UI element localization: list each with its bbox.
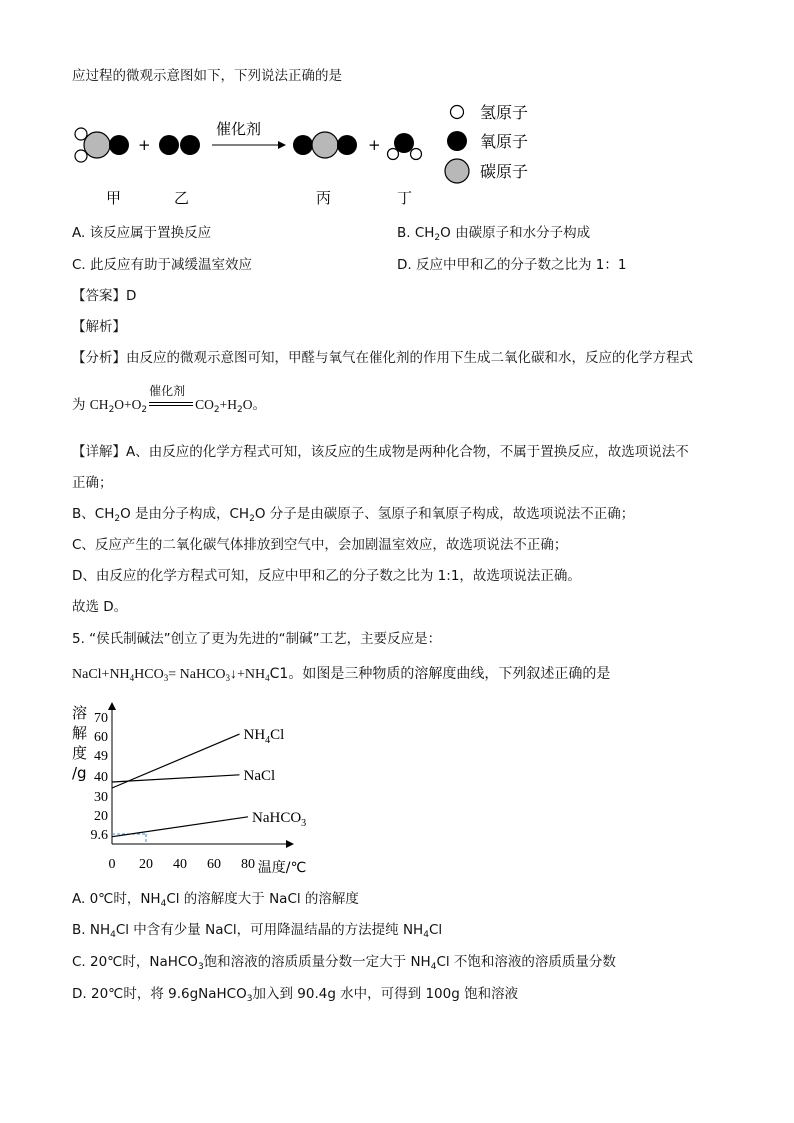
y-tick-label: 70: [94, 711, 108, 726]
y-tick-label: 49: [94, 749, 108, 764]
legend-hydrogen-icon: [451, 106, 464, 119]
detail-c-line: C、反应产生的二氧化碳气体排放到空气中，会加剧温室效应，故选项说法不正确；: [72, 537, 568, 553]
molecule-ding: [388, 133, 422, 160]
carbon-atom: [84, 132, 110, 158]
equation-condition: 催化剂: [149, 398, 193, 412]
equation-line: 为 $CH_2O+O_2$ 催化剂 $CO_2+H_2O$。: [72, 384, 267, 415]
label-bing: 丙: [316, 189, 332, 207]
hydrogen-atom: [411, 149, 422, 160]
plus-sign: +: [138, 136, 151, 154]
y-tick-label: 20: [94, 809, 108, 824]
legend-carbon-icon: [445, 159, 469, 183]
oxygen-atom: [180, 135, 200, 155]
x-tick-label: 40: [173, 857, 187, 872]
arrow-head: [278, 141, 286, 149]
hydrogen-atom: [388, 149, 399, 160]
legend-oxygen-label: 氧原子: [480, 132, 529, 151]
conclusion-line: 故选 D。: [72, 599, 128, 615]
carbon-atom: [312, 132, 338, 158]
q4-option-a[interactable]: A. 该反应属于置换反应: [72, 225, 212, 241]
legend-oxygen-icon: [447, 131, 467, 151]
y-axis-arrow: [108, 702, 116, 710]
y-tick-label: 9.6: [90, 828, 108, 843]
series-label-nacl: NaCl: [243, 767, 276, 784]
analysis-tag: 【解析】: [72, 319, 126, 335]
x-tick-label: 20: [139, 857, 153, 872]
legend-carbon-label: 碳原子: [480, 162, 529, 181]
series-label-nahco3: NaHCO$_3$: [252, 809, 307, 829]
y-axis-label: 度: [72, 744, 88, 762]
answer-line: 【答案】D: [72, 288, 137, 304]
x-axis-arrow: [286, 840, 294, 848]
label-jia: 甲: [106, 189, 122, 207]
q4-option-b[interactable]: B. $CH_2O$ 由碳原子和水分子构成: [397, 225, 591, 243]
y-tick-label: 40: [94, 770, 108, 785]
label-yi: 乙: [174, 189, 190, 207]
solubility-chart: [60, 698, 350, 878]
hydrogen-atom: [75, 128, 87, 140]
plus-sign: +: [368, 136, 381, 154]
molecule-yi: [159, 135, 200, 155]
hydrogen-atom: [75, 150, 87, 162]
detail-a-line2: 正确；: [72, 475, 113, 491]
catalyst-label: 催化剂: [216, 120, 262, 138]
q4-option-c[interactable]: C. 此反应有助于减缓温室效应: [72, 257, 253, 273]
q5-option-c[interactable]: C. 20℃时，NaHCO$_3$饱和溶液的溶质质量分数一定大于 $NH_4Cl$ 不饱和溶液的溶质质量分数: [72, 954, 616, 972]
x-tick-label: 60: [207, 857, 221, 872]
q5-reaction: $NaCl+NH_4HCO_3=$ $NaHCO_3↓+NH_4C1$。如图是三种物质的溶解度曲线，下列叙述正确的是: [72, 666, 611, 683]
oxygen-atom: [109, 135, 129, 155]
y-axis-label: 溶: [72, 704, 88, 722]
series-line-nh4cl: [112, 734, 240, 788]
q5-option-a[interactable]: A. 0℃时，$NH_4Cl$ 的溶解度大于 NaCl 的溶解度: [72, 891, 359, 909]
q5-option-b[interactable]: B. $NH_4Cl$ 中含有少量 NaCl，可用降温结晶的方法提纯 $NH_4Cl$: [72, 922, 443, 940]
q5-stem: 5. “侯氏制碱法”创立了更为先进的“制碱”工艺，主要反应是：: [72, 631, 442, 647]
q5-option-d[interactable]: D. 20℃时，将 9.6gNaHCO$_3$加入到 90.4g 水中，可得到 100g 饱和溶液: [72, 986, 519, 1004]
x-axis-label: 温度/℃: [257, 860, 307, 876]
x-tick-label: 80: [241, 857, 255, 872]
y-axis-label: 解: [72, 724, 88, 742]
series-line-nahco3: [112, 817, 248, 837]
y-tick-label: 60: [94, 730, 108, 745]
molecule-jia: [75, 128, 129, 162]
oxygen-atom: [159, 135, 179, 155]
legend-hydrogen-label: 氢原子: [480, 103, 529, 122]
fenxi-line: 【分析】由反应的微观示意图可知，甲醛与氧气在催化剂的作用下生成二氧化碳和水，反应的化学方程式: [72, 350, 693, 366]
detail-b-line: B、$CH_2O$ 是由分子构成，$CH_2O$ 分子是由碳原子、氢原子和氧原子构成，故选项说法不正确；: [72, 506, 635, 524]
y-axis-label: /g: [72, 764, 87, 782]
x-tick-label: 0: [108, 857, 116, 872]
q4-option-d[interactable]: D. 反应中甲和乙的分子数之比为 1：1: [397, 257, 627, 273]
label-ding: 丁: [397, 189, 413, 207]
reaction-diagram: [66, 98, 546, 210]
detail-d-line: D、由反应的化学方程式可知，反应中甲和乙的分子数之比为 1:1，故选项说法正确。: [72, 568, 581, 584]
molecule-bing: [293, 132, 357, 158]
series-line-nacl: [112, 775, 240, 782]
series-label-nh4cl: $NH_4Cl$: [243, 727, 285, 747]
oxygen-atom: [293, 135, 313, 155]
y-tick-label: 30: [94, 790, 108, 805]
detail-a-line1: 【详解】A、由反应的化学方程式可知，该反应的生成物是两种化合物，不属于置换反应，故选项说法不: [72, 444, 689, 460]
oxygen-atom: [337, 135, 357, 155]
q4-intro: 应过程的微观示意图如下，下列说法正确的是: [72, 68, 342, 84]
